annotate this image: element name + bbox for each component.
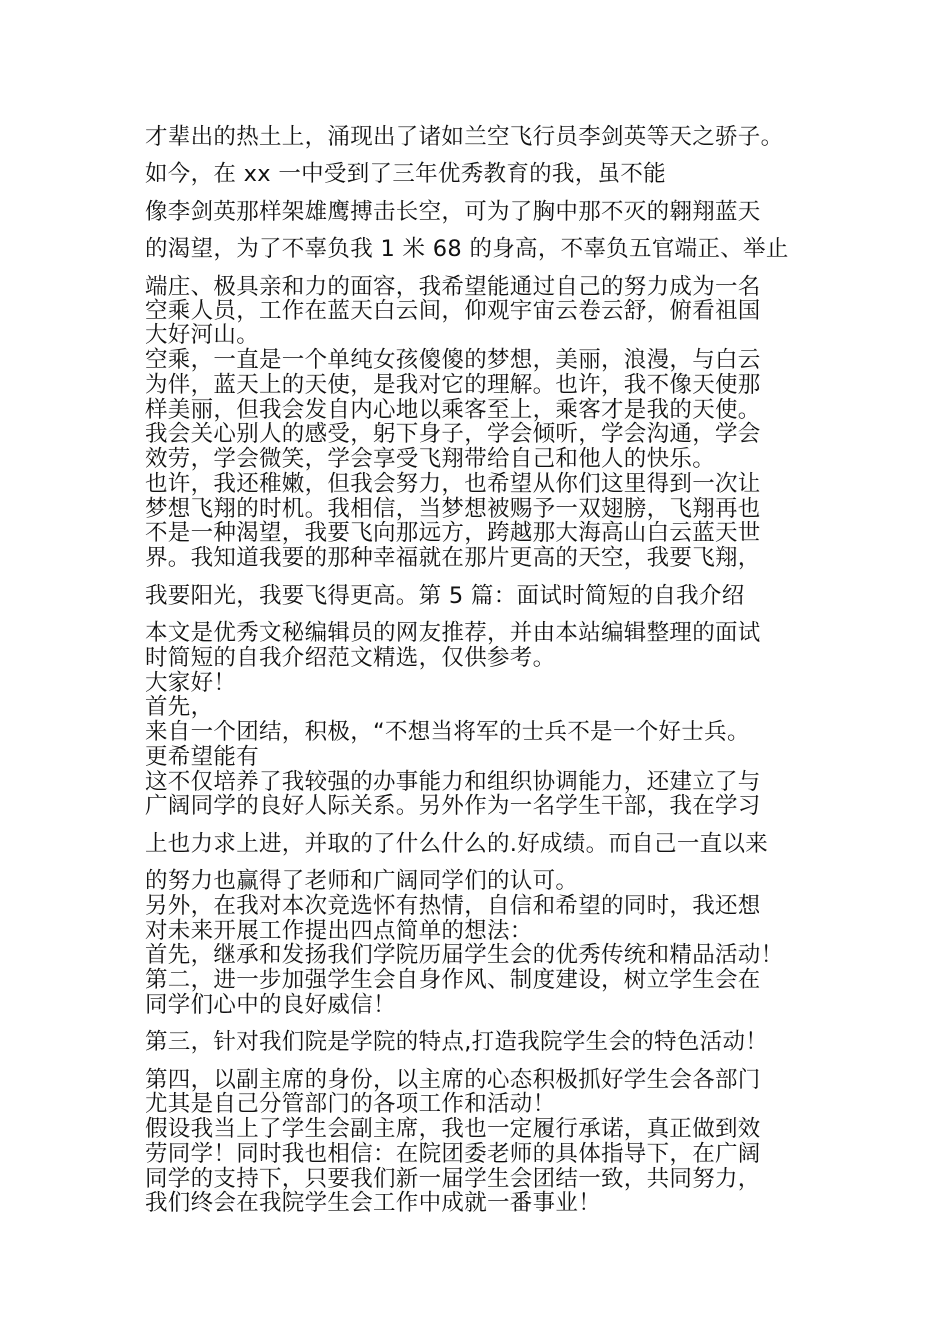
text-line: 像李剑英那样架雄鹰搏击长空，可为了胸中那不灭的翱翔蓝天	[145, 199, 761, 225]
text-line: 空乘人员，工作在蓝天白云间，仰观宇宙云卷云舒，俯看祖国	[145, 298, 761, 324]
text-line: 上也力求上进，并取的了什么什么的.好成绩。而自己一直以来	[145, 831, 769, 857]
text-line: 的渴望，为了不辜负我 1 米 68 的身高，不辜负五官端正、举止	[145, 236, 789, 262]
text-line: 尤其是自己分管部门的各项工作和活动！	[145, 1091, 556, 1117]
text-line: 也许，我还稚嫩，但我会努力，也希望从你们这里得到一次让	[145, 471, 761, 497]
text-line: 另外，在我对本次竞选怀有热情，自信和希望的同时，我还想	[145, 893, 761, 919]
text-line: 本文是优秀文秘编辑员的网友推荐，并由本站编辑整理的面试	[145, 620, 761, 646]
text-line: 才辈出的热土上，涌现出了诸如兰空飞行员李剑英等天之骄子。	[145, 124, 784, 150]
text-line: 我会关心别人的感受，躬下身子，学会倾听，学会沟通，学会	[145, 421, 761, 447]
text-line: 对未来开展工作提出四点简单的想法：	[145, 918, 533, 944]
text-line: 空乘，一直是一个单纯女孩傻傻的梦想，美丽，浪漫，与白云	[145, 347, 761, 373]
text-line: 我要阳光，我要飞得更高。第 5 篇：面试时简短的自我介绍	[145, 583, 745, 609]
text-line: 首先，	[145, 694, 214, 720]
text-line: 假设我当上了学生会副主席，我也一定履行承诺，真正做到效	[145, 1116, 761, 1142]
text-line: 劳同学！同时我也相信：在院团委老师的具体指导下，在广阔	[145, 1141, 761, 1167]
text-line: 梦想飞翔的时机。我相信，当梦想被赐予一双翅膀，飞翔再也	[145, 496, 761, 522]
text-line: 第三，针对我们院是学院的特点,打造我院学生会的特色活动！	[145, 1029, 769, 1055]
text-line: 端庄、极具亲和力的面容，我希望能通过自己的努力成为一名	[145, 274, 761, 300]
text-line: 首先，继承和发扬我们学院历届学生会的优秀传统和精品活动！	[145, 942, 784, 968]
text-line: 来自一个团结，积极，“不想当将军的士兵不是一个好士兵。	[145, 719, 750, 745]
text-line: 大家好！	[145, 670, 237, 696]
text-line: 更希望能有	[145, 744, 260, 770]
text-line: 同学的支持下，只要我们新一届学生会团结一致，共同努力，	[145, 1166, 761, 1192]
text-line: 同学们心中的良好威信！	[145, 992, 396, 1018]
text-line: 第二，进一步加强学生会自身作风、制度建设，树立学生会在	[145, 967, 761, 993]
text-line: 样美丽，但我会发自内心地以乘客至上，乘客才是我的天使。	[145, 397, 761, 423]
text-line: 界。我知道我要的那种幸福就在那片更高的天空，我要飞翔，	[145, 545, 761, 571]
text-line: 如今，在 xx 一中受到了三年优秀教育的我，虽不能	[145, 161, 666, 187]
text-line: 的努力也赢得了老师和广阔同学们的认可。	[145, 868, 579, 894]
text-line: 我们终会在我院学生会工作中成就一番事业！	[145, 1190, 602, 1216]
text-line: 时简短的自我介绍范文精选，仅供参考。	[145, 645, 556, 671]
text-line: 第四，以副主席的身份，以主席的心态积极抓好学生会各部门	[145, 1067, 761, 1093]
text-line: 广阔同学的良好人际关系。另外作为一名学生干部，我在学习	[145, 793, 761, 819]
text-line: 这不仅培养了我较强的办事能力和组织协调能力，还建立了与	[145, 769, 761, 795]
text-line: 效劳，学会微笑，学会享受飞翔带给自己和他人的快乐。	[145, 446, 716, 472]
text-line: 为伴，蓝天上的天使，是我对它的理解。也许，我不像天使那	[145, 372, 761, 398]
text-line: 不是一种渴望，我要飞向那远方，跨越那大海高山白云蓝天世	[145, 520, 761, 546]
text-line: 大好河山。	[145, 322, 260, 348]
